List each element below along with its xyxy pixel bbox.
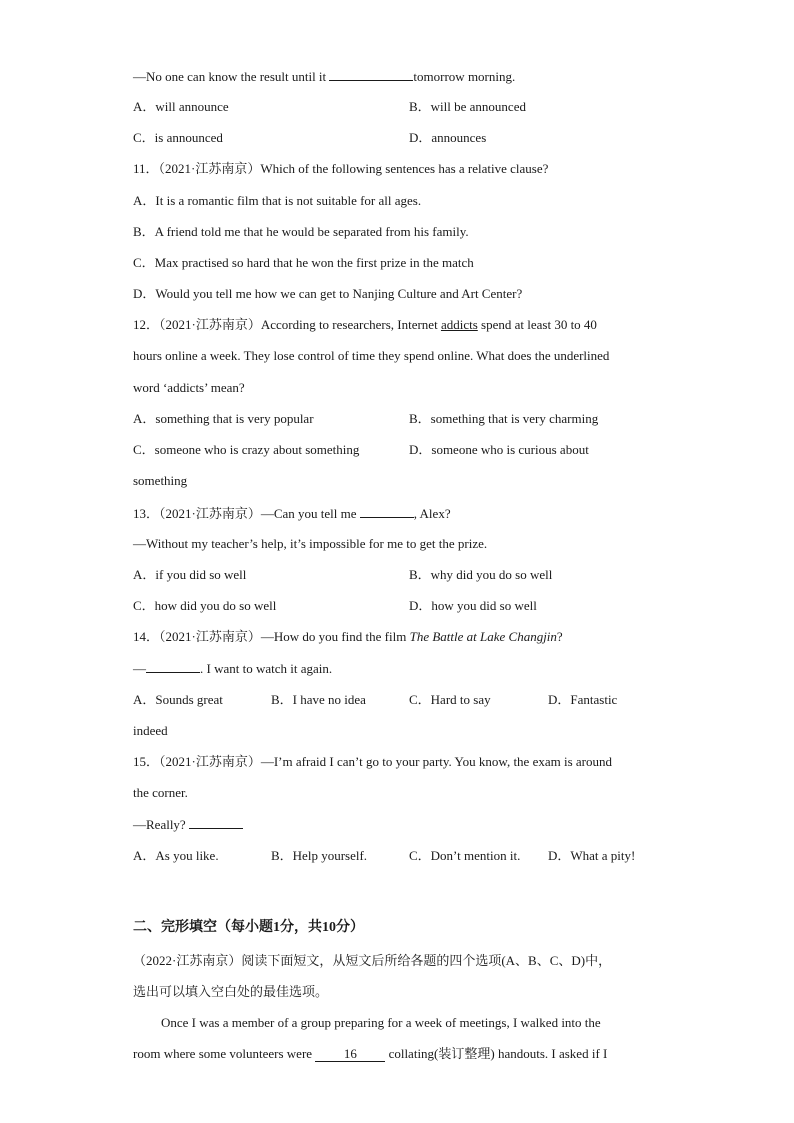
answer-blank: [189, 816, 243, 829]
answer-blank: [146, 660, 200, 673]
section-intro-line-1: （2022·江苏南京）阅读下面短文，从短文后所给各题的四个选项(A、B、C、D)中，: [133, 953, 612, 968]
q14-option-a: A．Sounds great: [133, 692, 223, 707]
q15-option-b: B．Help yourself.: [271, 848, 368, 863]
q12-stem: 12．（2021·江苏南京）According to researchers, Internet addicts spend at least 30 to 40: [133, 317, 597, 332]
passage-line-2: room where some volunteers were 16 collating(装订整理) handouts. I asked if I: [133, 1046, 608, 1061]
q14-option-b: B．I have no idea: [271, 692, 366, 707]
q14-stem: 14．（2021·江苏南京）—How do you find the film The Battle at Lake Changjin?: [133, 629, 563, 644]
q14-option-d-continued: indeed: [133, 723, 168, 738]
q13-stem: 13．（2021·江苏南京）—Can you tell me , Alex?: [133, 506, 451, 521]
q12-option-c: C．someone who is crazy about something: [133, 442, 360, 457]
q11-option-c: C．Max practised so hard that he won the first prize in the match: [133, 255, 474, 270]
q10-stem: —No one can know the result until it tomorrow morning.: [133, 69, 516, 84]
q11-stem: 11．（2021·江苏南京）Which of the following sentences has a relative clause?: [133, 161, 549, 176]
q12-option-a: A．something that is very popular: [133, 411, 314, 426]
section-heading: 二、完形填空（每小题1分，共10分）: [133, 920, 364, 935]
q12-option-b: B．something that is very charming: [409, 411, 599, 426]
q10-option-a: A．will announce: [133, 99, 229, 114]
q12-stem-line-2: hours online a week. They lose control of time they spend online. What does the underlined: [133, 348, 610, 363]
q13-option-c: C．how did you do so well: [133, 598, 277, 613]
q13-option-b: B．why did you do so well: [409, 567, 553, 582]
answer-blank: [329, 68, 413, 81]
q12-option-d: D．someone who is curious about: [409, 442, 589, 457]
q15-stem-line-2: the corner.: [133, 785, 188, 800]
q13-option-a: A．if you did so well: [133, 567, 247, 582]
q15-stem-line-3: —Really?: [133, 816, 243, 833]
q15-option-d: D．What a pity!: [548, 848, 636, 863]
q15-option-a: A．As you like.: [133, 848, 219, 863]
q15-option-c: C．Don’t mention it.: [409, 848, 521, 863]
cloze-blank-16: 16: [315, 1047, 385, 1062]
q11-option-b: B．A friend told me that he would be separated from his family.: [133, 224, 469, 239]
section-intro-line-2: 选出可以填入空白处的最佳选项。: [133, 984, 329, 999]
answer-blank: [360, 505, 414, 518]
q11-option-a: A．It is a romantic film that is not suitable for all ages.: [133, 193, 422, 208]
q14-stem-line-2: — . I want to watch it again.: [133, 661, 333, 676]
q10-option-c: C．is announced: [133, 130, 223, 145]
underlined-word: addicts: [440, 317, 478, 332]
q14-option-d: D．Fantastic: [548, 692, 618, 707]
q14-option-c: C．Hard to say: [409, 692, 491, 707]
passage-line-1: Once I was a member of a group preparing for a week of meetings, I walked into the: [161, 1015, 601, 1030]
q13-stem-line-2: —Without my teacher’s help, it’s impossible for me to get the prize.: [133, 536, 488, 551]
q10-option-b: B．will be announced: [409, 99, 526, 114]
q12-option-d-continued: something: [133, 473, 188, 488]
film-title: The Battle at Lake Changjin: [409, 629, 557, 644]
q15-stem: 15．（2021·江苏南京）—I’m afraid I can’t go to your party. You know, the exam is around: [133, 754, 612, 769]
q13-option-d: D．how you did so well: [409, 598, 537, 613]
q10-option-d: D．announces: [409, 130, 487, 145]
q12-stem-line-3: word ‘addicts’ mean?: [133, 380, 245, 395]
q11-option-d: D．Would you tell me how we can get to Nanjing Culture and Art Center?: [133, 286, 523, 301]
